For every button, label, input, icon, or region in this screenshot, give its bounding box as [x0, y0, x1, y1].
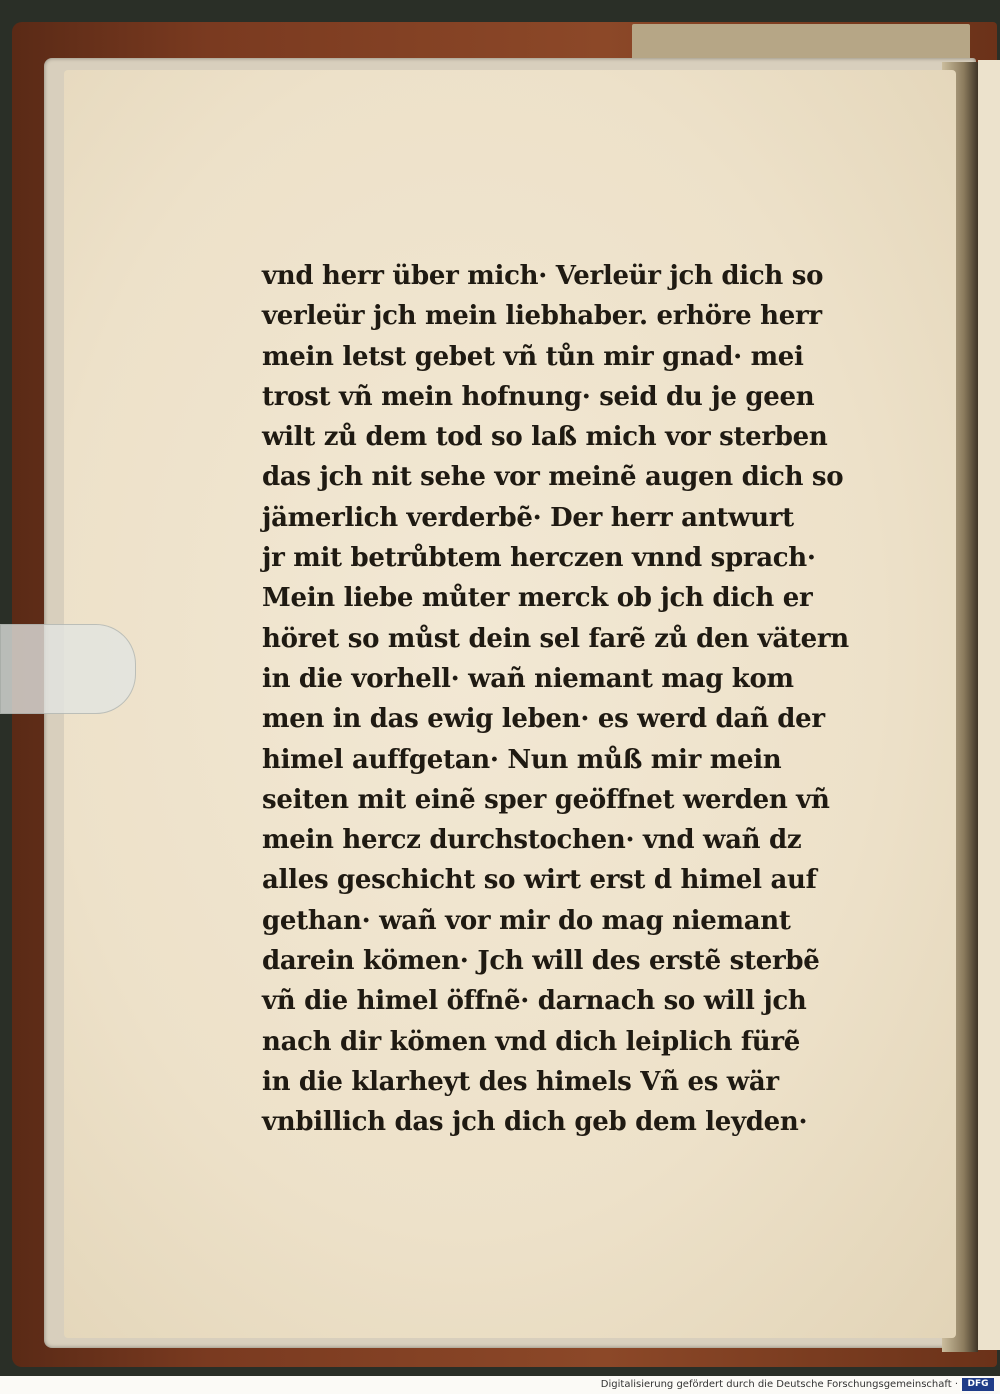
text-line: alles geschicht so wirt erst d himel auf	[262, 865, 817, 896]
text-line: Mein liebe můter merck ob jch dich er	[262, 583, 813, 614]
text-line: mein hercz durchstochen· vnd wañ dz	[262, 825, 802, 856]
text-line: gethan· wañ vor mir do mag niemant	[262, 905, 791, 936]
text-line: men in das ewig leben· es werd dañ der	[262, 704, 825, 735]
text-line: wilt zů dem tod so laß mich vor sterben	[262, 422, 828, 453]
text-line: jämerlich verderbẽ· Der herr antwurt	[262, 502, 794, 533]
text-line: jr mit betrůbtem herczen vnnd sprach·	[262, 543, 816, 574]
text-line: darein kömen· Jch will des erstẽ sterbẽ	[262, 946, 820, 977]
text-line: höret so můst dein sel farẽ zů den vätern	[262, 623, 849, 654]
funding-notice: Digitalisierung gefördert durch die Deutsche Forschungsgemeinschaft ·	[600, 1379, 958, 1390]
text-line: trost vñ mein hofnung· seid du je geen	[262, 381, 815, 412]
text-line: in die klarheyt des himels Vñ es wär	[262, 1066, 779, 1097]
text-line: vnbillich das jch dich geb dem leyden·	[262, 1107, 808, 1138]
text-line: seiten mit einẽ sper geöffnet werden vñ	[262, 784, 830, 815]
text-line: verleür jch mein liebhaber. erhöre herr	[262, 301, 822, 332]
page-clip	[0, 624, 136, 714]
text-line: vñ die himel öffnẽ· darnach so will jch	[262, 986, 807, 1017]
text-line: mein letst gebet vñ tůn mir gnad· mei	[262, 341, 804, 372]
text-line: das jch nit sehe vor meinẽ augen dich so	[262, 462, 844, 493]
blackletter-text-block	[262, 256, 882, 1143]
facing-page-edge	[978, 60, 1000, 1350]
text-line: nach dir kömen vnd dich leiplich fürẽ	[262, 1026, 801, 1057]
text-line: himel auffgetan· Nun můß mir mein	[262, 744, 782, 775]
text-line: vnd herr über mich· Verleür jch dich so	[262, 261, 824, 291]
funding-footer	[0, 1376, 1000, 1394]
dfg-logo: DFG	[962, 1378, 994, 1391]
text-line: in die vorhell· wañ niemant mag kom	[262, 663, 794, 694]
